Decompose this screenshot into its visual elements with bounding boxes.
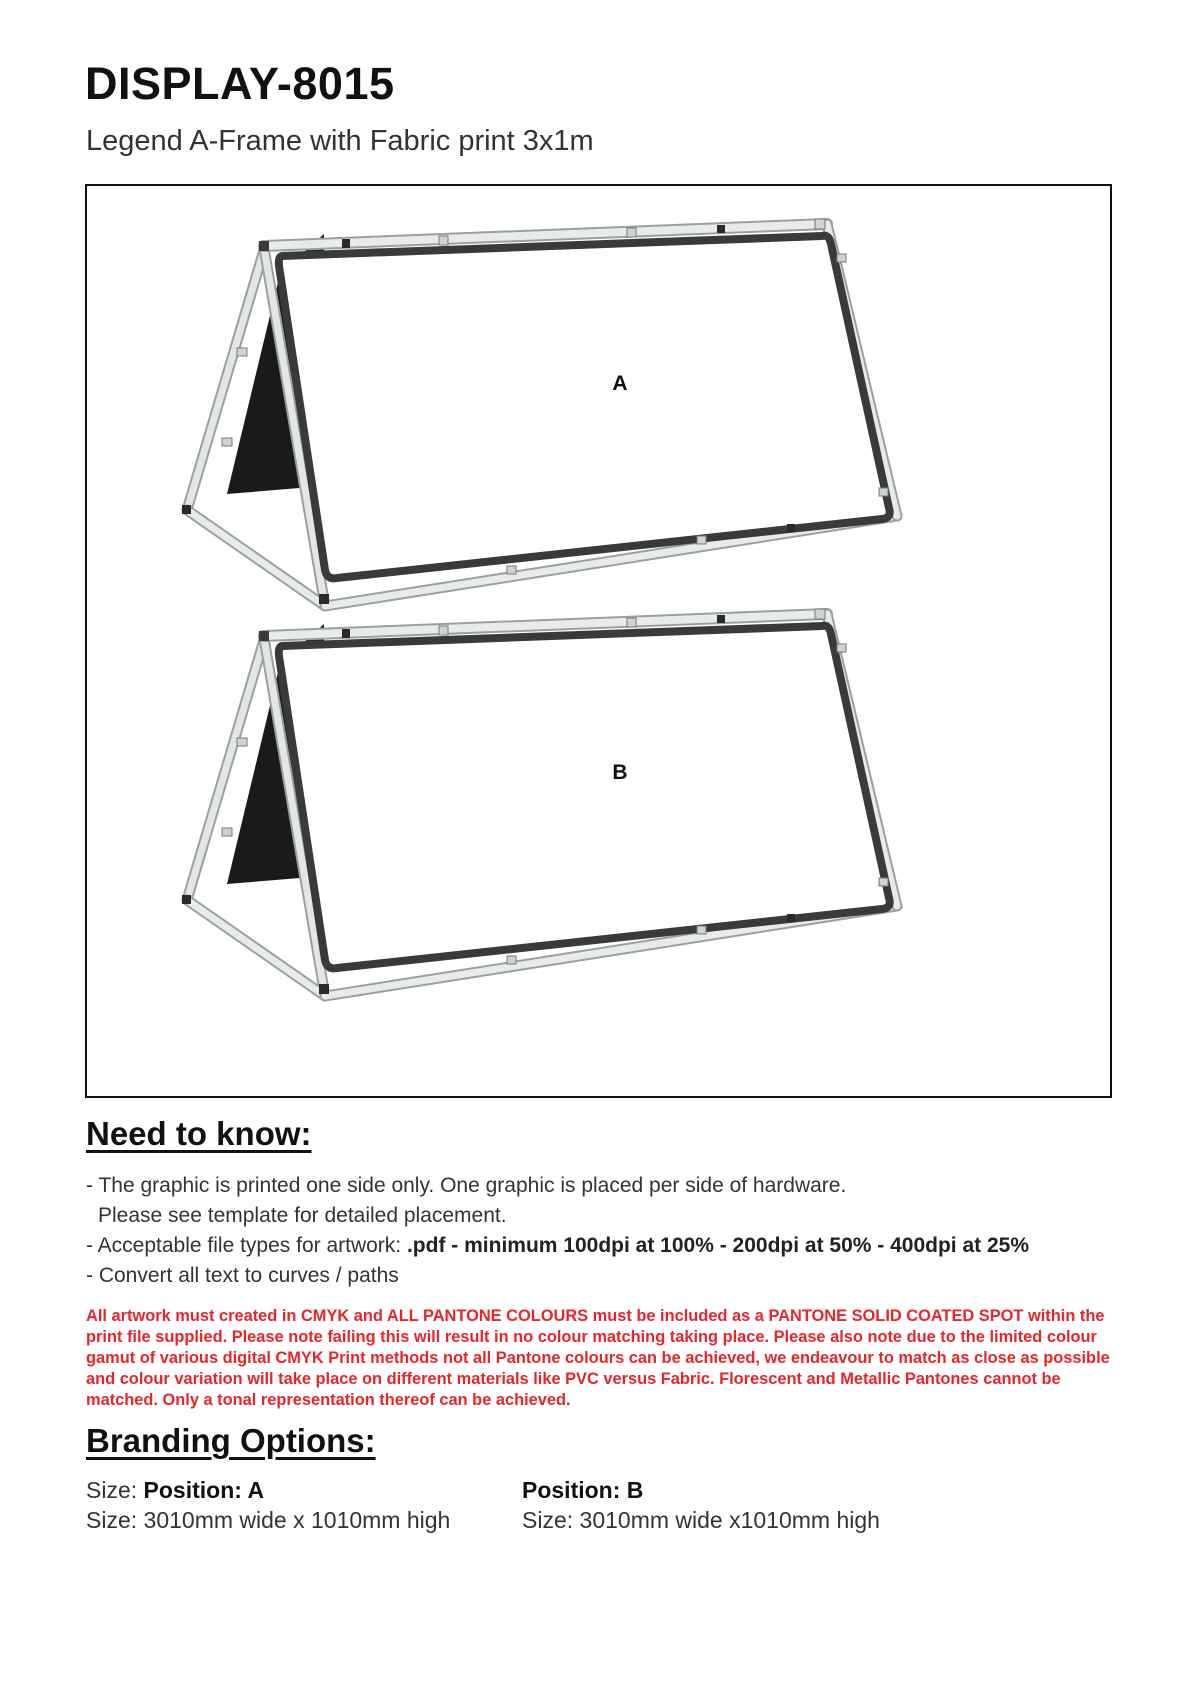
position-a-size: Size: 3010mm wide x 1010mm high [86,1507,451,1533]
branding-options-heading: Branding Options: [86,1422,376,1459]
note-convert-text: - Convert all text to curves / paths [86,1264,399,1287]
position-a-name: Position: A [143,1477,265,1503]
position-a-label: A [612,372,628,395]
position-b-label: B [612,761,628,784]
colour-warning: All artwork must created in CMYK and ALL PANTONE COLOURS must be included as a PANTONE SOLID COATED SPOT within the print file supplied. Please note failing this will result in no colour matching taking place. Please also note due to the limited colour gamut of various digital CMYK Print methods not all Pantone colours can be achieved, we endeavour to match as close as possible and colour variation will take place on different materials like PVC versus Fabric. Florescent and Metallic Pantones cannot be matched. Only a tonal representation thereof can be achieved. [86,1307,1110,1409]
note-print-sides: - The graphic is printed one side only. One graphic is placed per side of hardware. [86,1174,847,1197]
note-file-types [86,1234,1029,1258]
position-a-size-prefix: Size: [86,1477,144,1503]
position-a-title [86,1477,264,1504]
a-frame-position-b [182,609,897,996]
file-types-label: - Acceptable file types for artwork: [86,1234,407,1257]
a-frame-position-a [182,219,897,606]
position-b-size: Size: 3010mm wide x1010mm high [522,1507,880,1533]
need-to-know-heading: Need to know: [86,1115,312,1152]
page-subtitle: Legend A-Frame with Fabric print 3x1m [86,125,594,157]
note-template: Please see template for detailed placement. [98,1204,507,1227]
file-types-spec: .pdf - minimum 100dpi at 100% - 200dpi at 50% - 400dpi at 25% [406,1234,1029,1257]
position-b-name: Position: B [522,1477,644,1503]
page-title: DISPLAY-8015 [85,58,395,109]
position-b-title [522,1477,643,1504]
product-illustration-frame [85,184,1112,1098]
a-frame-illustration [87,186,1109,1095]
